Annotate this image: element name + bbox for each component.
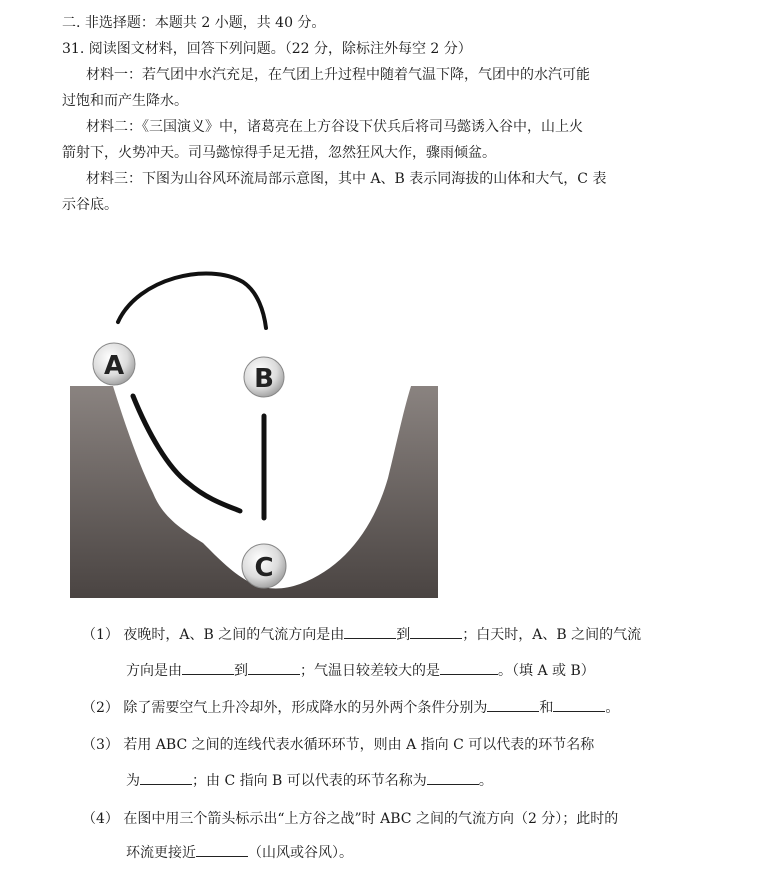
- q3-text-b: 为: [126, 773, 140, 789]
- material-3-line-1: 材料三：下图为山谷风环流局部示意图，其中 A、B 表示同海拔的山体和大气，C 表: [86, 171, 607, 187]
- q1-blank-3[interactable]: [182, 660, 234, 675]
- q2-text-b: 和: [539, 700, 554, 716]
- q2-text-a: （2） 除了需要空气上升冷却外，形成降水的另外两个条件分别为: [82, 700, 488, 716]
- question-2-line-1: [82, 697, 619, 717]
- q3-text-d: 。: [478, 773, 493, 789]
- q1-text-c: ；白天时，A、B 之间的气流: [462, 627, 642, 643]
- q1-text-d: 方向是由: [126, 663, 182, 679]
- question-3-line-2: [126, 770, 493, 790]
- question-title: 31. 阅读图文材料，回答下列问题。（22 分，除标注外每空 2 分）: [62, 41, 472, 57]
- q1-text-e: 到: [234, 663, 248, 679]
- question-4-line-2: [126, 842, 353, 862]
- q3-blank-1[interactable]: [140, 770, 192, 785]
- material-2-line-2: 箭射下，火势冲天。司马懿惊得手足无措，忽然狂风大作，骤雨倾盆。: [62, 145, 496, 161]
- node-c-label: C: [254, 553, 274, 583]
- q3-blank-2[interactable]: [427, 770, 479, 785]
- q1-blank-5[interactable]: [440, 660, 498, 675]
- q1-blank-4[interactable]: [248, 660, 300, 675]
- q4-text-c: （山风或谷风）。: [248, 845, 353, 861]
- section-title: 二. 非选择题：本题共 2 小题，共 40 分。: [62, 15, 326, 31]
- q2-text-c: 。: [605, 700, 620, 716]
- q2-blank-1[interactable]: [487, 697, 539, 712]
- valley-wind-diagram: [68, 268, 440, 600]
- node-a-label: A: [103, 351, 125, 381]
- question-1-line-2: [126, 660, 595, 680]
- material-3-line-2: 示谷底。: [62, 197, 118, 213]
- q4-text-b: 环流更接近: [126, 845, 196, 861]
- q1-text-g: 。（填 A 或 B）: [498, 663, 595, 679]
- node-b-label: B: [254, 364, 274, 394]
- q3-text-c: ；由 C 指向 B 可以代表的环节名称为: [192, 773, 427, 789]
- q1-text-b: 到: [396, 627, 411, 643]
- q1-text-f: ；气温日较差较大的是: [300, 663, 440, 679]
- material-1-line-1: 材料一：若气团中水汽充足，在气团上升过程中随着气温下降，气团中的水汽可能: [86, 67, 590, 83]
- question-3-line-1: （3） 若用 ABC 之间的连线代表水循环环节，则由 A 指向 C 可以代表的环节名称: [82, 737, 595, 753]
- q1-blank-2[interactable]: [410, 624, 462, 639]
- material-2-line-1: 材料二：《三国演义》中，诸葛亮在上方谷设下伏兵后将司马懿诱入谷中，山上火: [86, 119, 583, 135]
- material-1-line-2: 过饱和而产生降水。: [62, 93, 188, 109]
- question-4-line-1: （4） 在图中用三个箭头标示出“上方谷之战”时 ABC 之间的气流方向（2 分）；此时的: [82, 811, 619, 827]
- q1-text-a: （1） 夜晚时，A、B 之间的气流方向是由: [82, 627, 345, 643]
- q2-blank-2[interactable]: [553, 697, 605, 712]
- q4-blank-1[interactable]: [196, 842, 248, 857]
- question-1-line-1: [82, 624, 641, 644]
- q1-blank-1[interactable]: [344, 624, 396, 639]
